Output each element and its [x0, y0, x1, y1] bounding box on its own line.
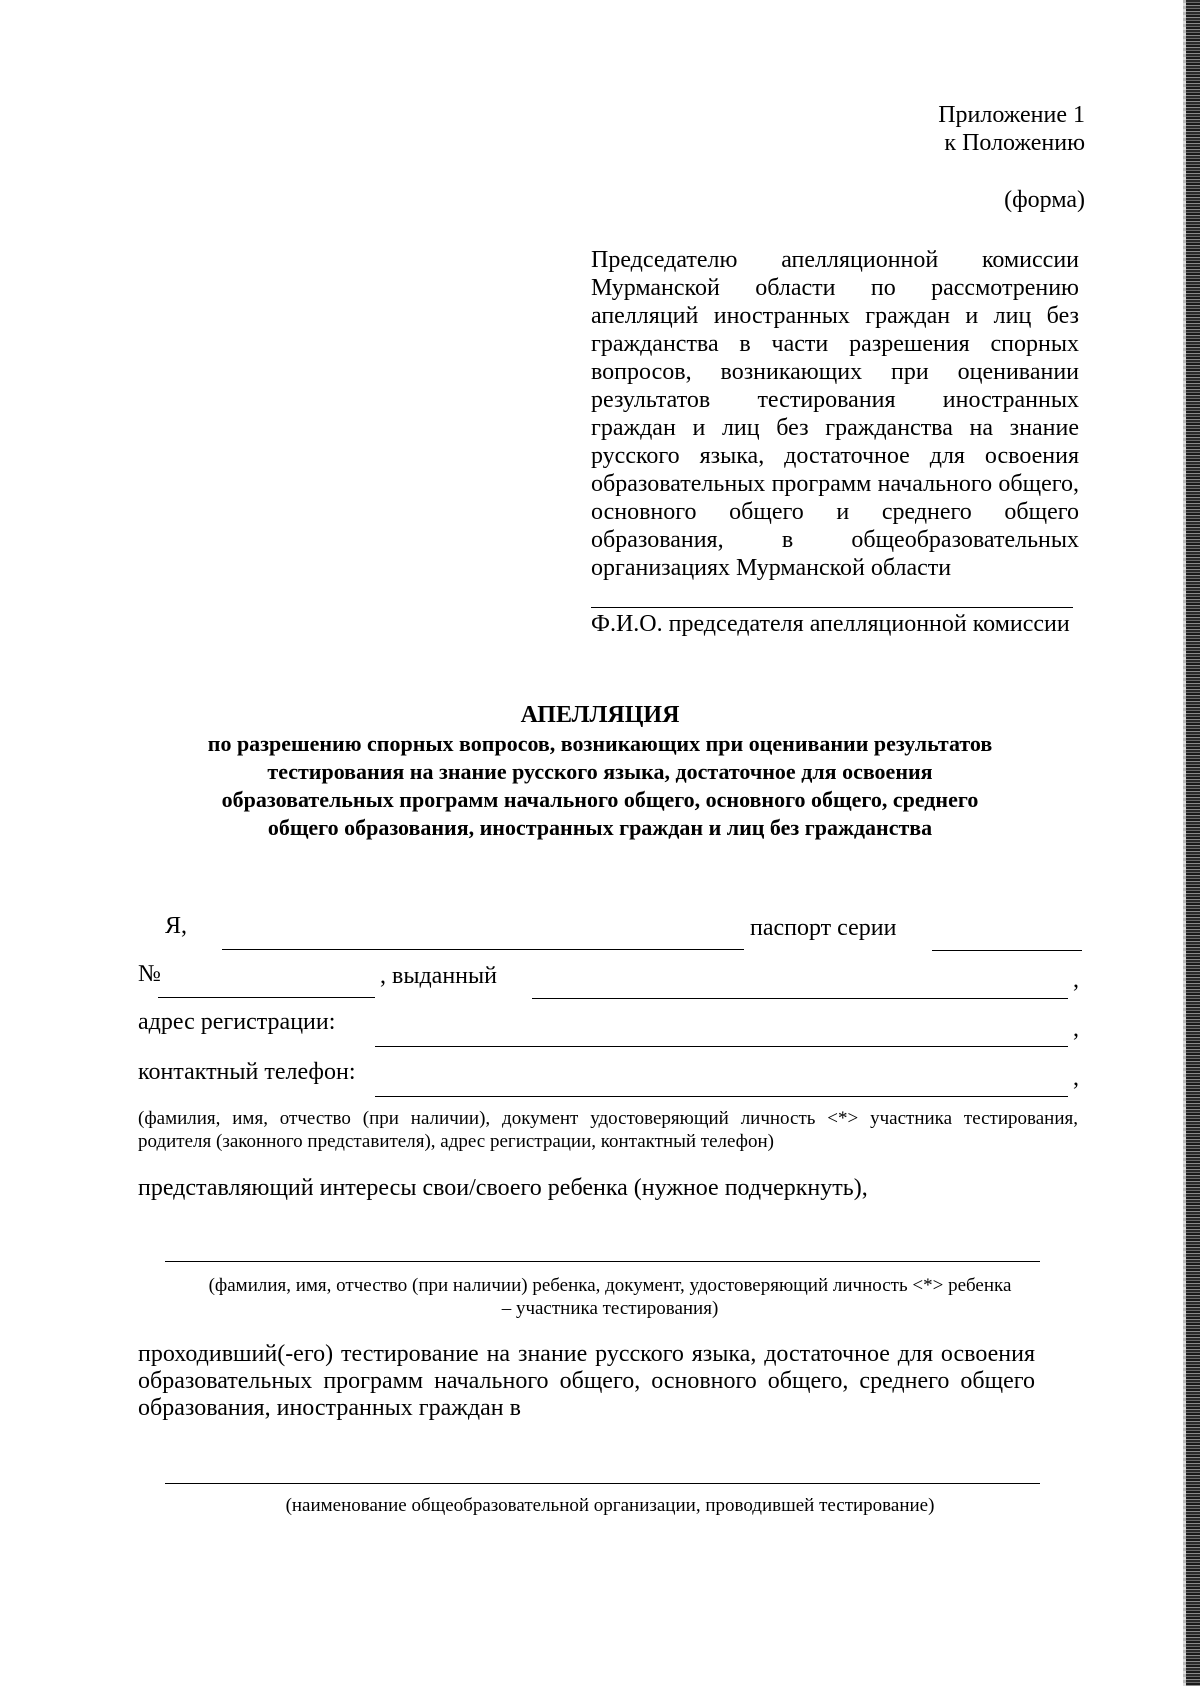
subtitle-line-2: тестирования на знание русского языка, достаточное для освоения	[267, 759, 933, 784]
subtitle-line-4: общего образования, иностранных граждан и лиц без гражданства	[267, 815, 933, 840]
contact-phone-field[interactable]	[375, 1096, 1068, 1097]
testing-paragraph: проходивший(-его) тестирование на знание русского языка, достаточное для освоения образовательных программ начального общего, основного общего, среднего общего образования, иностранных граждан в	[138, 1341, 1035, 1421]
subtitle-line-1: по разрешению спорных вопросов, возникающих при оценивании результатов	[207, 731, 993, 756]
registration-address-label: адрес регистрации:	[138, 1009, 336, 1035]
issued-label: , выданный	[380, 963, 497, 989]
organization-note: (наименование общеобразовательной организации, проводившей тестирование)	[285, 1495, 935, 1516]
child-note-line-2: – участника тестирования)	[501, 1298, 719, 1319]
comma: ,	[1073, 1016, 1079, 1042]
scanned-page-edge	[1186, 0, 1200, 1686]
chairman-caption: Ф.И.О. председателя апелляционной комиссии	[591, 611, 1070, 637]
title-main: АПЕЛЛЯЦИЯ	[520, 702, 680, 728]
child-note-line-1: (фамилия, имя, отчество (при наличии) ребенка, документ, удостоверяющий личность <*> ребенка	[208, 1275, 1012, 1296]
applicant-name-field[interactable]	[222, 949, 744, 950]
passport-number-field[interactable]	[158, 997, 375, 998]
document-title	[0, 700, 1200, 842]
comma: ,	[1073, 967, 1079, 993]
passport-series-field[interactable]	[932, 950, 1082, 951]
contact-phone-label: контактный телефон:	[138, 1059, 356, 1085]
addressee-block: Председателю апелляционной комиссии Мурманской области по рассмотрению апелляций иностранных граждан и лиц без гражданства в части разрешения спорных вопросов, возникающих при оценивании результатов тестирования иностранных граждан и лиц без гражданства на знание русского языка, достаточное для освоения образовательных программ начального общего, основного общего и среднего общего образования, в общеобразовательных организациях Мурманской области	[591, 247, 1079, 581]
regulation-label: к Положению	[944, 130, 1085, 156]
number-label: №	[138, 961, 161, 987]
child-info-field[interactable]	[165, 1261, 1040, 1262]
representing-text: представляющий интересы свои/своего ребенка (нужное подчеркнуть),	[138, 1175, 868, 1201]
passport-series-label: паспорт серии	[750, 915, 897, 941]
i-label: Я,	[165, 913, 188, 939]
chairman-name-line[interactable]	[591, 607, 1073, 608]
appendix-label: Приложение 1	[938, 102, 1085, 128]
comma: ,	[1073, 1065, 1079, 1091]
subtitle-line-3: образовательных программ начального общего, основного общего, среднего	[221, 787, 979, 812]
applicant-note: (фамилия, имя, отчество (при наличии), документ удостоверяющий личность <*> участника тестирования, родителя (законного представителя), адрес регистрации, контактный телефон)	[138, 1108, 1078, 1152]
registration-address-field[interactable]	[375, 1046, 1068, 1047]
issued-by-field[interactable]	[532, 998, 1068, 999]
scanned-page-edge-shadow	[1183, 0, 1186, 1686]
form-label: (форма)	[1004, 187, 1085, 213]
organization-field[interactable]	[165, 1483, 1040, 1484]
